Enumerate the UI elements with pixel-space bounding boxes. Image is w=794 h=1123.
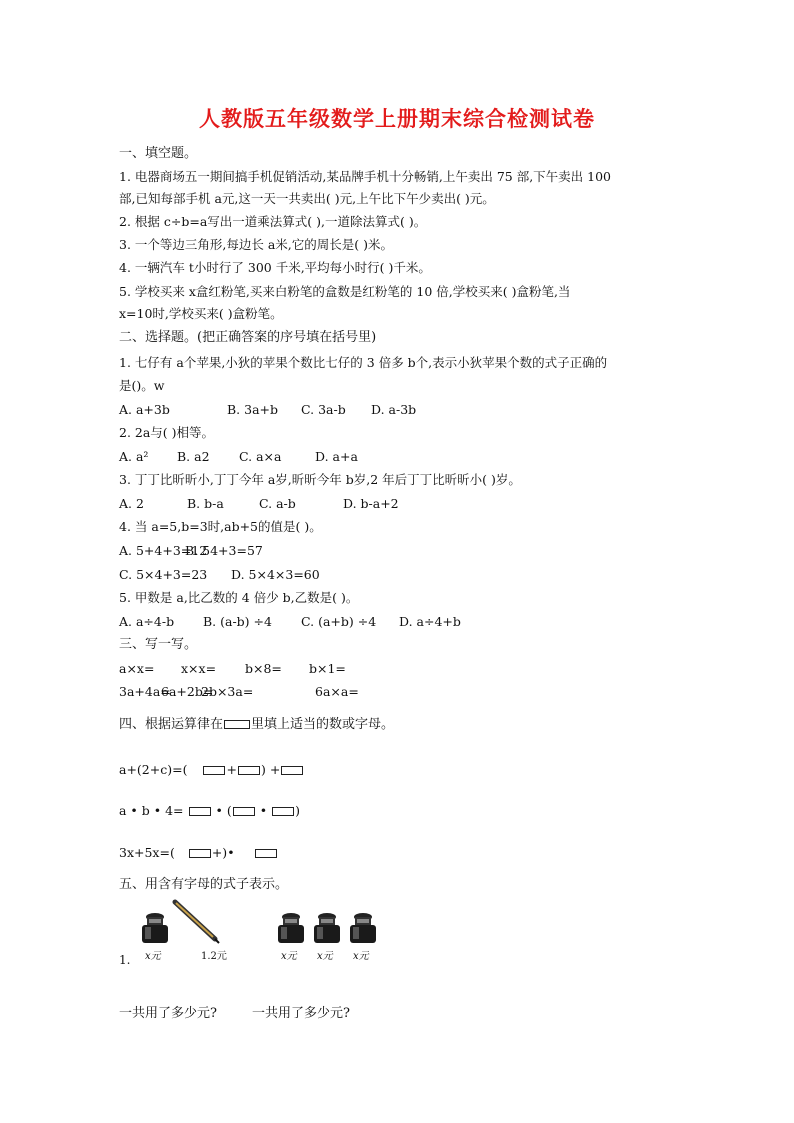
s2-q3: 3. 丁丁比昕昕小,丁丁今年 a岁,昕昕今年 b岁,2 年后丁丁比昕昕小( )岁。 (119, 472, 521, 487)
heading-post: 里填上适当的数或字母。 (251, 717, 395, 732)
expr: x×x= (181, 661, 217, 676)
s2-q3-options (119, 496, 399, 512)
s1-q5-line1: 5. 学校买来 x盒红粉笔,买来白粉笔的盒数是红粉笔的 10 倍,学校买来( )盒粉笔,当 (119, 284, 571, 299)
s2-q2: 2. 2a与( )相等。 (119, 425, 215, 440)
option-a: A. a+3b (119, 402, 170, 417)
ink-bottle-icon (139, 911, 171, 945)
option-a: A. a² (119, 449, 149, 464)
option-d: D. a-3b (371, 402, 417, 417)
ink-bottle-icon (311, 911, 343, 945)
expr: b×1= (309, 661, 346, 676)
answer-box[interactable] (233, 807, 255, 816)
ink-price: x元 (145, 951, 161, 962)
s2-q5: 5. 甲数是 a,比乙数的 4 倍少 b,乙数是( )。 (119, 590, 359, 605)
item-number: 1. (119, 953, 131, 967)
option-a: A. a÷4-b (119, 614, 175, 629)
s2-q1-line1: 1. 七仔有 a个苹果,小狄的苹果个数比七仔的 3 倍多 b个,表示小狄苹果个数的式子正确的 (119, 355, 608, 370)
section-5-heading: 五、用含有字母的式子表示。 (119, 877, 289, 892)
expr: 3a+4a= (119, 684, 171, 699)
f1-part: a+(2+c)=( (119, 762, 188, 777)
ink-price: x元 (317, 951, 333, 962)
option-d: D. b-a+2 (343, 496, 399, 511)
section-3-heading: 三、写一写。 (119, 637, 198, 652)
expr: 6a×a= (315, 684, 359, 699)
heading-pre: 四、根据运算律在 (119, 717, 224, 732)
expr: b×8= (245, 661, 282, 676)
s1-q1-line2: 部,已知每部手机 a元,这一天一共卖出( )元,上午比下午少卖出( )元。 (119, 191, 495, 206)
expr: a×x= (119, 661, 155, 676)
option-c: C. (a+b) ÷4 (301, 614, 377, 629)
answer-box[interactable] (281, 766, 303, 775)
option-b: B. a2 (177, 449, 210, 464)
f2-part: ) (295, 803, 300, 818)
option-b: B. 3a+b (227, 402, 279, 417)
ink-price: x元 (353, 951, 369, 962)
section-2-heading: 二、选择题。(把正确答案的序号填在括号里) (119, 330, 377, 345)
page-title: 人教版五年级数学上册期末综合检测试卷 (199, 107, 595, 131)
f2-part: • (259, 803, 268, 818)
s1-q3: 3. 一个等边三角形,每边长 a米,它的周长是( )米。 (119, 237, 393, 252)
f2-part: a • b • 4= (119, 803, 184, 818)
s2-q4-options-2 (119, 567, 320, 583)
expr: 6a+2b= (161, 684, 214, 699)
s3-row-1 (119, 661, 346, 677)
ink-bottle-icon (347, 911, 379, 945)
option-d: D. a+a (315, 449, 358, 464)
f3-part: 3x+5x=( (119, 845, 175, 860)
answer-box[interactable] (203, 766, 225, 775)
s5-questions (119, 1006, 350, 1022)
s1-q1-line1: 1. 电器商场五一期间搞手机促销活动,某品牌手机十分畅销,上午卖出 75 部,下午卖出 100 (119, 169, 612, 184)
option-a: A. 5+4+3=12 (119, 543, 208, 558)
answer-box[interactable] (189, 849, 211, 858)
pen-price: 1.2元 (201, 951, 227, 962)
option-d: D. 5×4×3=60 (231, 567, 320, 582)
f1-part: ) (260, 762, 266, 777)
f1-part: + (226, 762, 237, 777)
s2-q4: 4. 当 a=5,b=3时,ab+5的值是( )。 (119, 519, 322, 534)
s2-q1-options (119, 402, 416, 418)
f2-part: • (215, 803, 223, 818)
answer-box[interactable] (238, 766, 260, 775)
pen-icon (171, 899, 221, 945)
s2-q5-options (119, 614, 461, 630)
option-c: C. a-b (259, 496, 296, 511)
s1-q5-line2: x=10时,学校买来( )盒粉笔。 (119, 306, 283, 321)
question-a: 一共用了多少元? (119, 1006, 217, 1021)
s5-illustration (119, 897, 419, 967)
option-c: C. 5×4+3=23 (119, 567, 208, 582)
s2-q1-line2: 是()。w (119, 378, 165, 393)
s4-formula-1 (119, 762, 304, 778)
s2-q2-options (119, 449, 358, 465)
option-b: B. 54+3=57 (185, 543, 263, 558)
answer-box[interactable] (189, 807, 211, 816)
answer-box[interactable] (272, 807, 294, 816)
option-b: B. b-a (187, 496, 224, 511)
s4-formula-2 (119, 803, 300, 819)
ink-bottle-icon (275, 911, 307, 945)
question-b: 一共用了多少元? (252, 1006, 350, 1021)
f3-part: +) (211, 845, 228, 860)
option-b: B. (a-b) ÷4 (203, 614, 272, 629)
option-c: C. a×a (239, 449, 282, 464)
section-1-heading: 一、填空题。 (119, 146, 198, 161)
s2-q4-options-1 (119, 543, 263, 559)
option-d: D. a÷4+b (399, 614, 461, 629)
option-a: A. 2 (119, 496, 144, 511)
s1-q2: 2. 根据 c÷b=a写出一道乘法算式( ),一道除法算式( )。 (119, 214, 427, 229)
ink-price: x元 (281, 951, 297, 962)
s3-row-2 (119, 684, 359, 700)
answer-box[interactable] (255, 849, 277, 858)
s1-q4: 4. 一辆汽车 t小时行了 300 千米,平均每小时行( )千米。 (119, 260, 431, 275)
section-4-heading (119, 717, 394, 733)
blank-box (224, 720, 250, 729)
f3-part: • (227, 845, 235, 860)
expr: 2b×3a= (201, 684, 254, 699)
option-c: C. 3a-b (301, 402, 346, 417)
f1-part: + (269, 762, 281, 777)
s4-formula-3 (119, 845, 278, 861)
f2-part: ( (226, 803, 232, 818)
